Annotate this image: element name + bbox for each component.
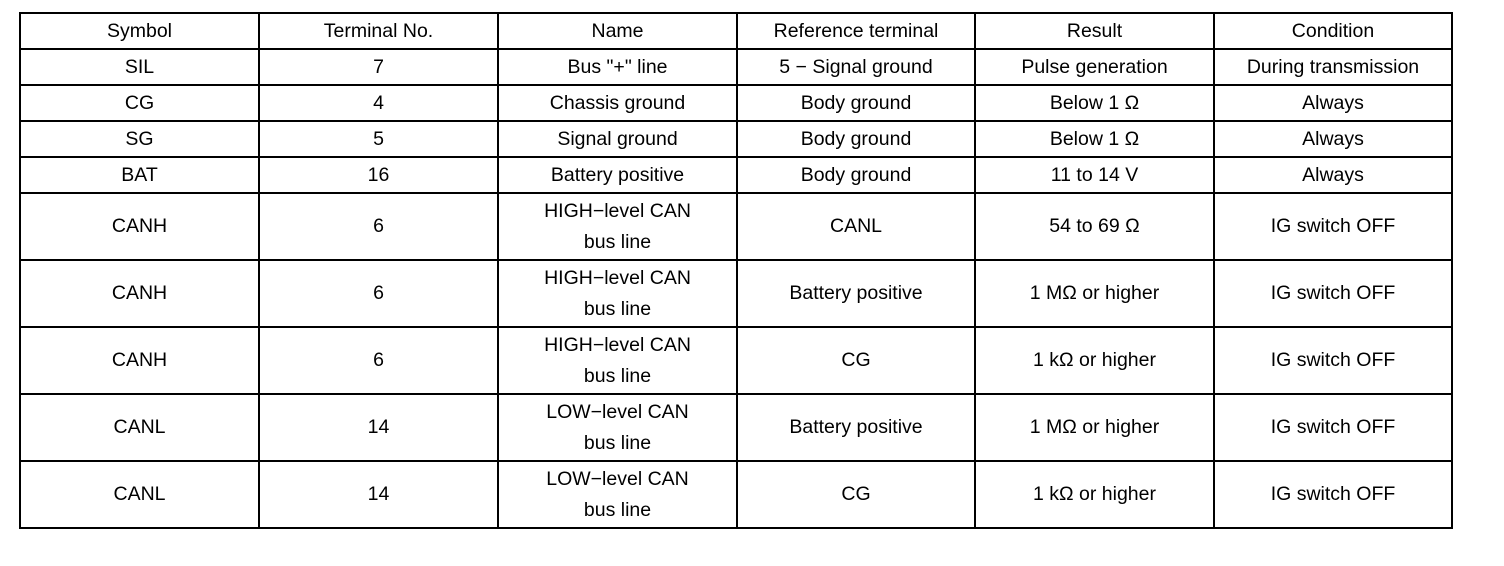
cell-symbol: CANH: [20, 327, 259, 394]
cell-terminal-no: 16: [259, 157, 498, 193]
cell-symbol: SG: [20, 121, 259, 157]
cell-symbol: CG: [20, 85, 259, 121]
cell-condition: IG switch OFF: [1214, 193, 1452, 260]
header-reference-terminal: Reference terminal: [737, 13, 975, 49]
cell-name: LOW−level CAN bus line: [498, 461, 737, 528]
cell-terminal-no: 14: [259, 461, 498, 528]
cell-reference-terminal: Body ground: [737, 157, 975, 193]
cell-result: 1 kΩ or higher: [975, 327, 1214, 394]
cell-symbol: CANL: [20, 461, 259, 528]
cell-terminal-no: 4: [259, 85, 498, 121]
table-row: [20, 121, 1452, 157]
cell-name: HIGH−level CAN bus line: [498, 193, 737, 260]
cell-condition: IG switch OFF: [1214, 461, 1452, 528]
cell-condition: IG switch OFF: [1214, 260, 1452, 327]
cell-result: 1 MΩ or higher: [975, 394, 1214, 461]
cell-terminal-no: 5: [259, 121, 498, 157]
terminal-spec-table: [19, 12, 1453, 529]
cell-name: Signal ground: [498, 121, 737, 157]
cell-result: 54 to 69 Ω: [975, 193, 1214, 260]
cell-result: 1 kΩ or higher: [975, 461, 1214, 528]
table-row: [20, 193, 1452, 260]
header-terminal-no: Terminal No.: [259, 13, 498, 49]
cell-name: HIGH−level CAN bus line: [498, 327, 737, 394]
cell-symbol: CANL: [20, 394, 259, 461]
cell-reference-terminal: CANL: [737, 193, 975, 260]
cell-condition: IG switch OFF: [1214, 327, 1452, 394]
cell-name: Chassis ground: [498, 85, 737, 121]
cell-name: Bus "+" line: [498, 49, 737, 85]
cell-reference-terminal: Battery positive: [737, 394, 975, 461]
table-row: [20, 461, 1452, 528]
cell-name: LOW−level CAN bus line: [498, 394, 737, 461]
cell-reference-terminal: 5 − Signal ground: [737, 49, 975, 85]
cell-symbol: CANH: [20, 193, 259, 260]
cell-condition: During transmission: [1214, 49, 1452, 85]
cell-name: HIGH−level CAN bus line: [498, 260, 737, 327]
table-row: [20, 394, 1452, 461]
cell-terminal-no: 6: [259, 260, 498, 327]
table-row: [20, 327, 1452, 394]
cell-result: Below 1 Ω: [975, 121, 1214, 157]
cell-condition: IG switch OFF: [1214, 394, 1452, 461]
header-name: Name: [498, 13, 737, 49]
table-row: [20, 85, 1452, 121]
cell-result: Below 1 Ω: [975, 85, 1214, 121]
cell-reference-terminal: Battery positive: [737, 260, 975, 327]
cell-result: Pulse generation: [975, 49, 1214, 85]
table-row: [20, 157, 1452, 193]
cell-reference-terminal: CG: [737, 327, 975, 394]
header-result: Result: [975, 13, 1214, 49]
header-condition: Condition: [1214, 13, 1452, 49]
table-row: [20, 260, 1452, 327]
cell-condition: Always: [1214, 157, 1452, 193]
cell-terminal-no: 6: [259, 193, 498, 260]
cell-reference-terminal: CG: [737, 461, 975, 528]
cell-result: 11 to 14 V: [975, 157, 1214, 193]
cell-condition: Always: [1214, 85, 1452, 121]
header-row: [20, 13, 1452, 49]
header-symbol: Symbol: [20, 13, 259, 49]
cell-terminal-no: 6: [259, 327, 498, 394]
cell-reference-terminal: Body ground: [737, 121, 975, 157]
cell-symbol: SIL: [20, 49, 259, 85]
cell-condition: Always: [1214, 121, 1452, 157]
table-row: [20, 49, 1452, 85]
cell-result: 1 MΩ or higher: [975, 260, 1214, 327]
cell-reference-terminal: Body ground: [737, 85, 975, 121]
cell-terminal-no: 7: [259, 49, 498, 85]
cell-name: Battery positive: [498, 157, 737, 193]
cell-symbol: BAT: [20, 157, 259, 193]
cell-terminal-no: 14: [259, 394, 498, 461]
cell-symbol: CANH: [20, 260, 259, 327]
